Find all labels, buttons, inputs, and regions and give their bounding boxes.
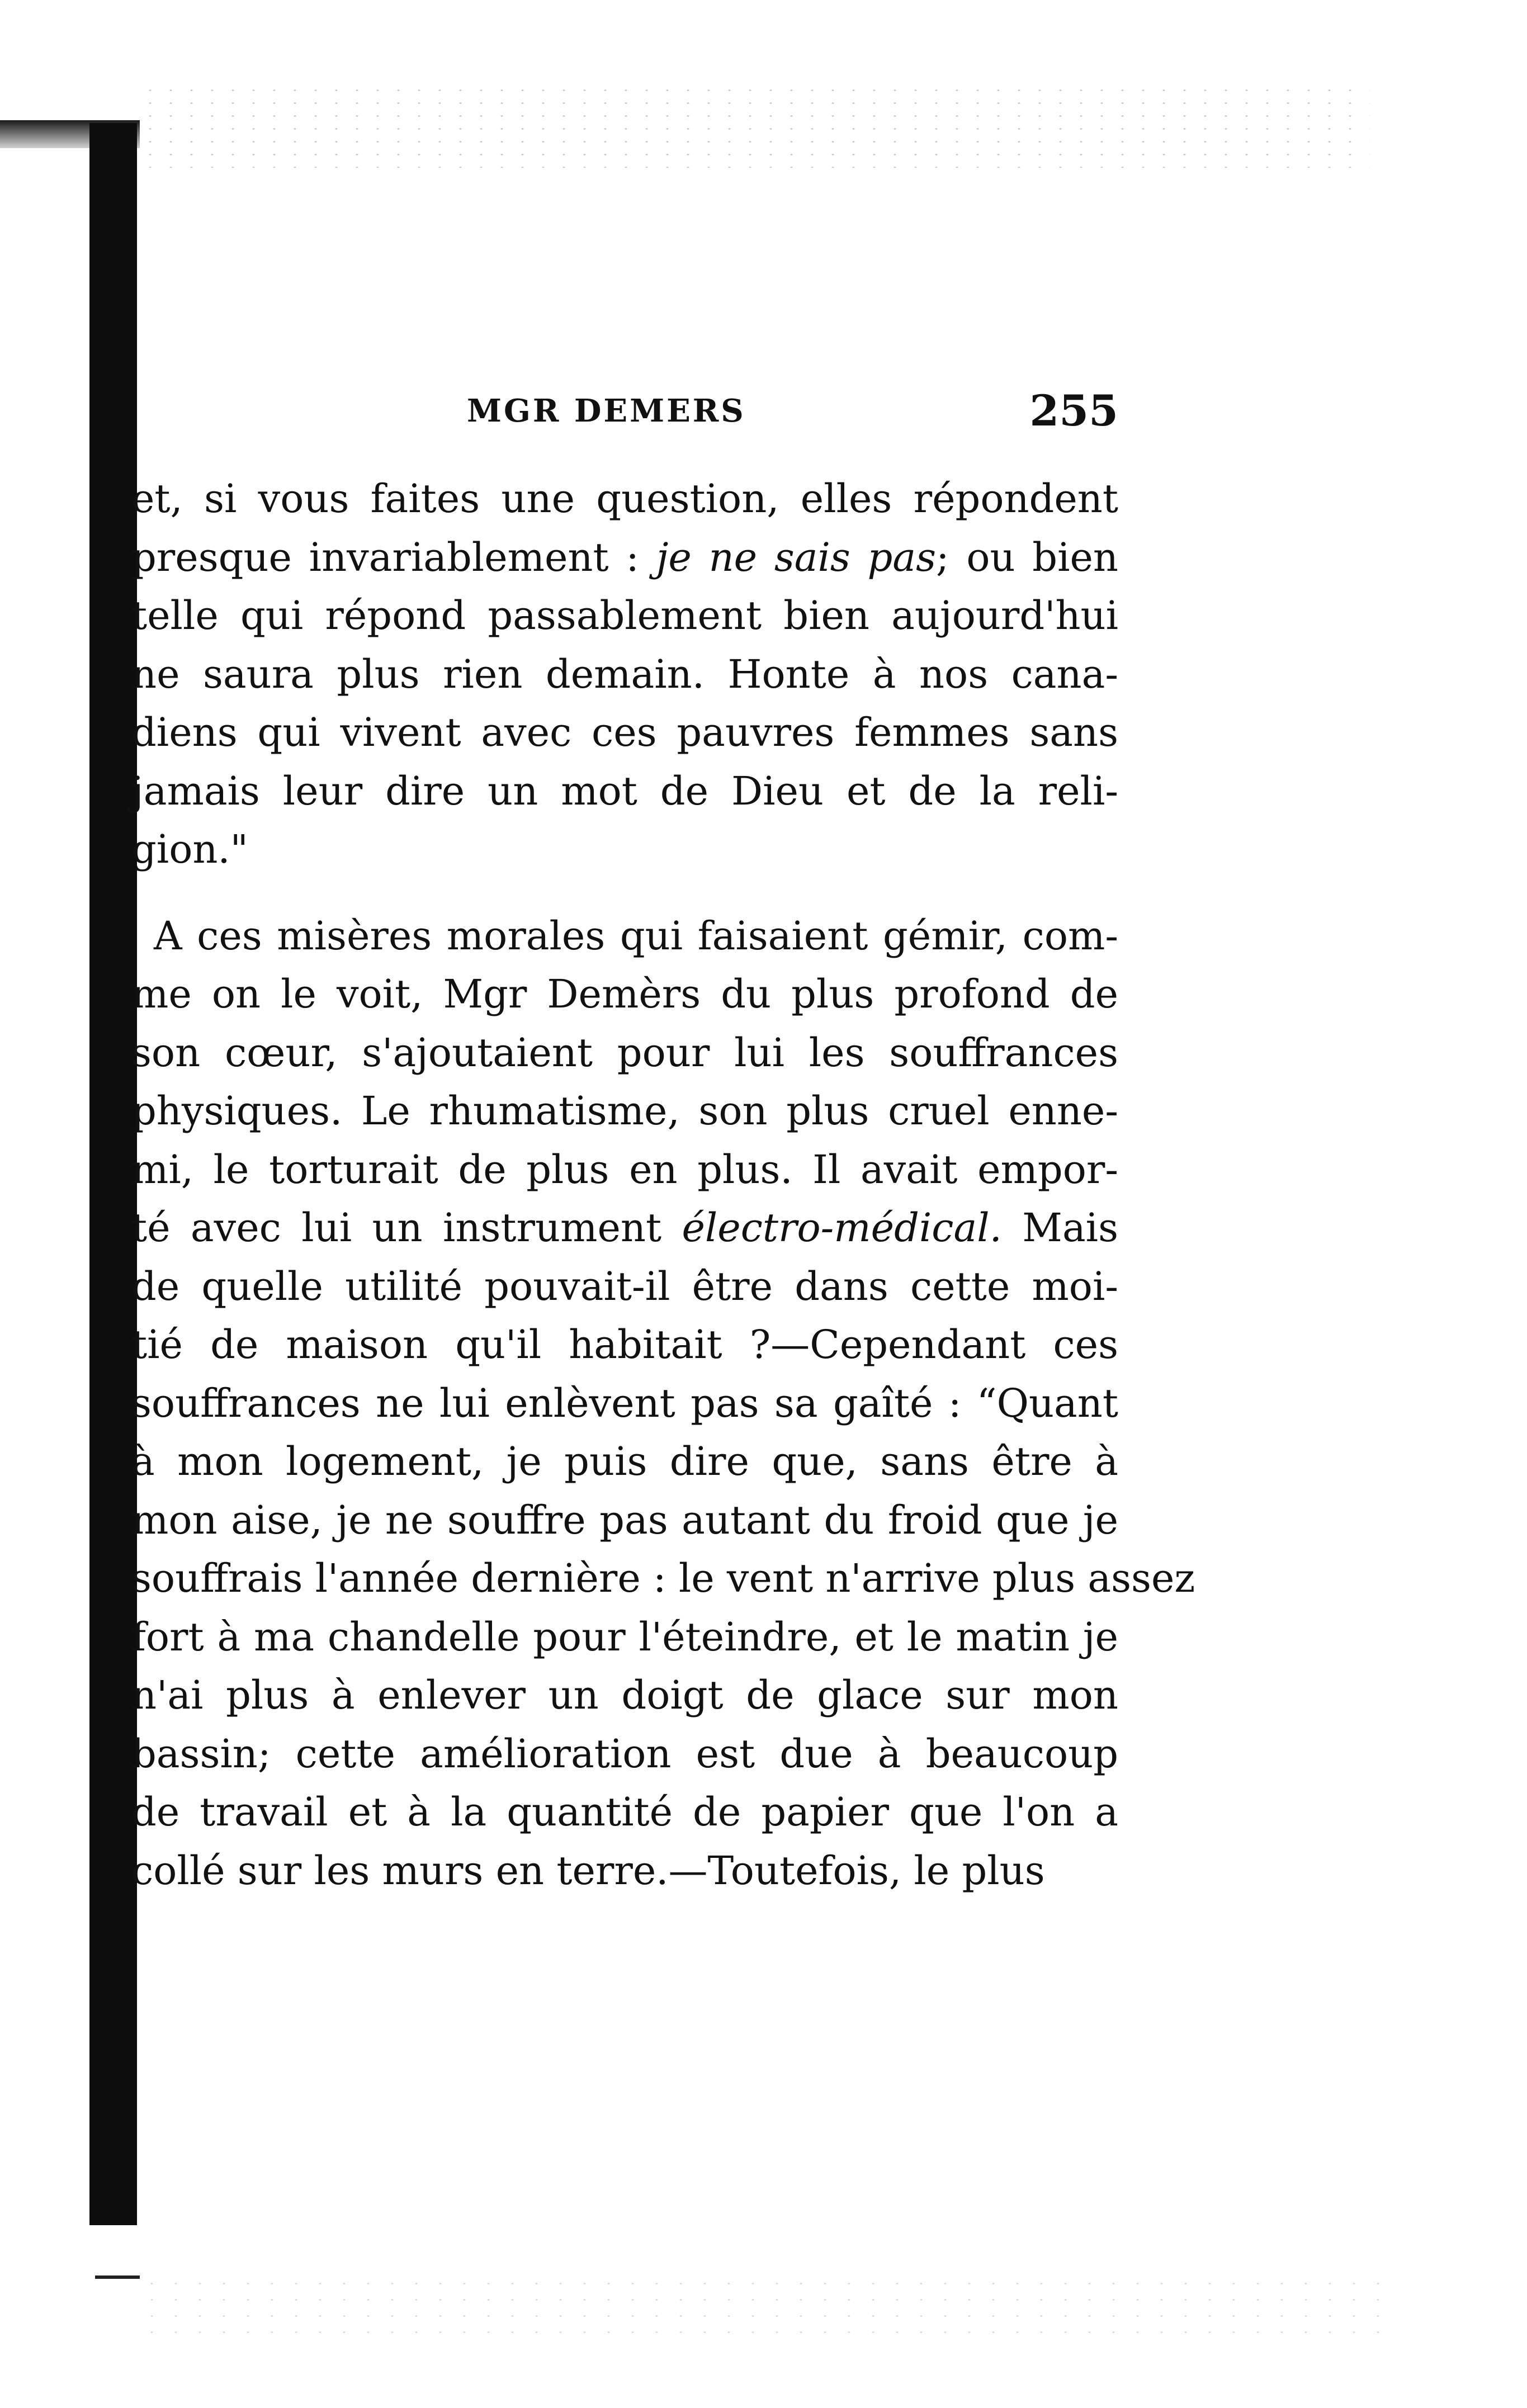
text-line: à mon logement, je puis dire que, sans être à — [131, 1439, 1118, 1484]
text-line: A ces misères morales qui faisaient gémir, com- — [154, 912, 1118, 959]
text-line: mon aise, je ne souffre pas autant du froid que je — [131, 1497, 1118, 1543]
text-line: son cœur, s'ajoutaient pour lui les souffrances — [131, 1029, 1118, 1076]
binding-strip — [89, 123, 137, 2225]
page-header — [131, 386, 1118, 436]
text-line: tié de maison qu'il habitait ?—Cependant ces — [131, 1322, 1118, 1368]
text-line: ne saura plus rien demain. Honte à nos cana- — [131, 651, 1118, 697]
text-line: de travail et à la quantité de papier que l'on a — [131, 1789, 1118, 1835]
text-line: presque invariablement : je ne sais pas; ou bien — [131, 534, 1119, 580]
text-line: bassin; cette amélioration est due à beaucoup — [131, 1730, 1118, 1777]
text-line: et, si vous faites une question, elles répondent — [131, 476, 1118, 522]
body-text — [131, 470, 1195, 1900]
text-line: fort à ma chandelle pour l'éteindre, et le matin je — [131, 1614, 1118, 1660]
text-line: té avec lui un instrument électro-médical. Mais — [131, 1205, 1118, 1251]
text-line: souffrais l'année dernière : le vent n'arrive plus assez — [131, 1555, 1195, 1601]
running-title: MGR DEMERS — [467, 392, 746, 429]
page-number: 255 — [1029, 386, 1118, 436]
text-line: mi, le torturait de plus en plus. Il avait empor- — [131, 1146, 1118, 1193]
text-line: physiques. Le rhumatisme, son plus cruel enne- — [131, 1088, 1118, 1134]
text-line: gion." — [131, 826, 248, 872]
text-line: jamais leur dire un mot de Dieu et de la reli- — [131, 768, 1118, 814]
binding-foot-mark — [95, 2275, 140, 2279]
text-line: de quelle utilité pouvait-il être dans cette moi- — [131, 1263, 1118, 1309]
paragraph-gap — [131, 879, 1118, 907]
text-line: collé sur les murs en terre.—Toutefois, le plus — [131, 1847, 1045, 1894]
text-line: me on le voit, Mgr Demèrs du plus profond de — [131, 971, 1118, 1017]
text-line: n'ai plus à enlever un doigt de glace sur mon — [131, 1672, 1118, 1718]
scan-noise-top — [140, 84, 1370, 168]
text-line: telle qui répond passablement bien aujourd'hui — [131, 593, 1118, 638]
text-line: diens qui vivent avec ces pauvres femmes sans — [131, 709, 1118, 755]
text-line: souffrances ne lui enlèvent pas sa gaîté : “Quant — [131, 1380, 1118, 1426]
scan-noise-bottom — [140, 2275, 1398, 2343]
